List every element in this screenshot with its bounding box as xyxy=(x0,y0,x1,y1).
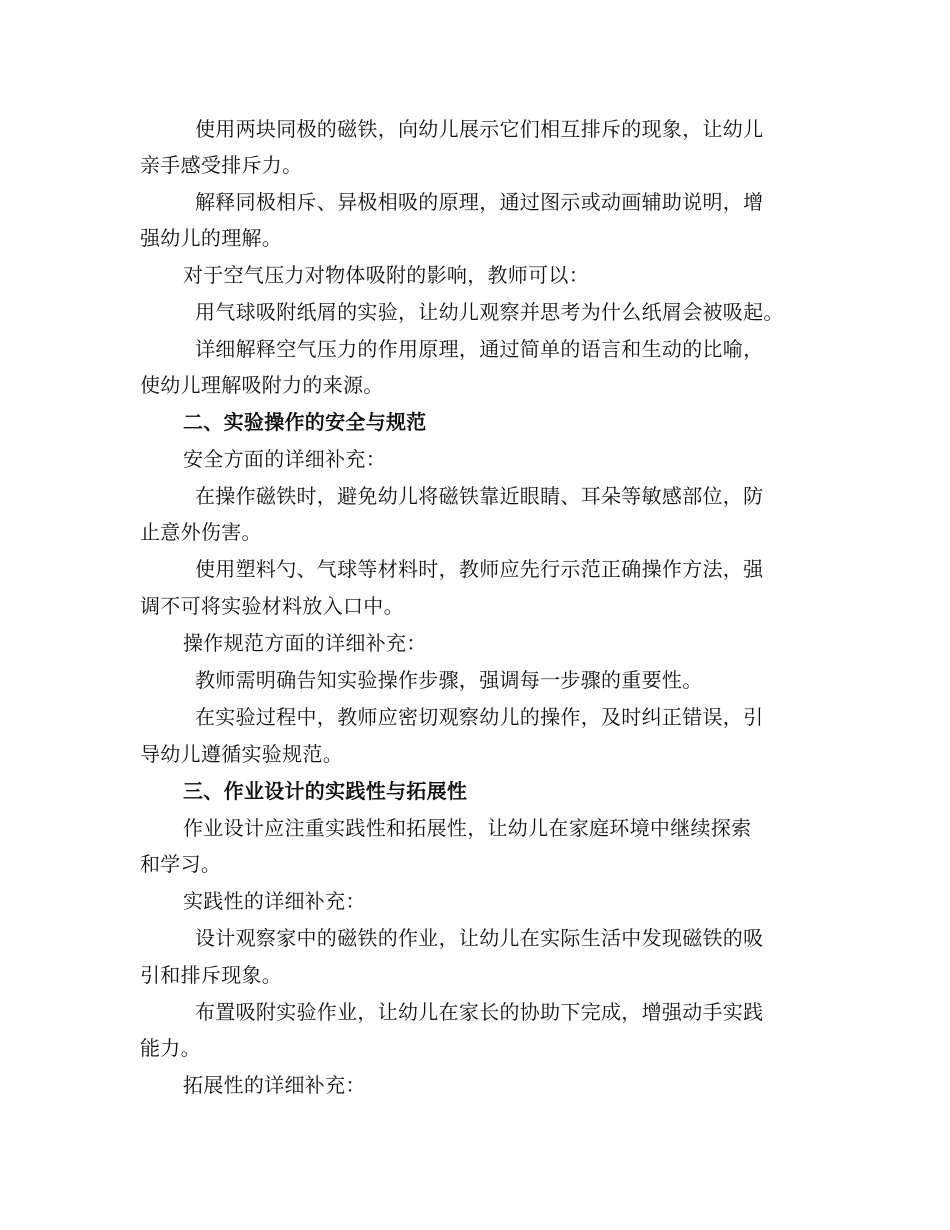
paragraph-line: 解释同极相斥、异极相吸的原理，通过图示或动画辅助说明，增 xyxy=(195,190,764,214)
paragraph-line: 使用塑料勺、气球等材料时，教师应先行示范正确操作方法，强 xyxy=(195,557,764,581)
paragraph-line: 设计观察家中的磁铁的作业，让幼儿在实际生活中发现磁铁的吸 xyxy=(195,926,764,950)
paragraph-line: 操作规范方面的详细补充： xyxy=(183,631,427,655)
paragraph-line: 布置吸附实验作业，让幼儿在家长的协助下完成，增强动手实践 xyxy=(195,1000,764,1024)
paragraph-line: 导幼儿遵循实验规范。 xyxy=(140,742,343,766)
section-heading: 三、作业设计的实践性与拓展性 xyxy=(183,779,468,803)
section-heading: 二、实验操作的安全与规范 xyxy=(183,410,427,434)
paragraph-line: 能力。 xyxy=(140,1036,201,1060)
paragraph-line: 引和排斥现象。 xyxy=(140,963,283,987)
paragraph-line: 拓展性的详细补充： xyxy=(183,1073,366,1097)
paragraph-line: 调不可将实验材料放入口中。 xyxy=(140,594,404,618)
paragraph-line: 教师需明确告知实验操作步骤，强调每一步骤的重要性。 xyxy=(195,668,703,692)
paragraph-line: 强幼儿的理解。 xyxy=(140,226,283,250)
paragraph-line: 亲手感受排斥力。 xyxy=(140,153,303,177)
paragraph-line: 安全方面的详细补充： xyxy=(183,447,386,471)
paragraph-line: 使幼儿理解吸附力的来源。 xyxy=(140,373,384,397)
paragraph-line: 在操作磁铁时，避免幼儿将磁铁靠近眼睛、耳朵等敏感部位，防 xyxy=(195,484,764,508)
paragraph-line: 对于空气压力对物体吸附的影响，教师可以： xyxy=(183,263,589,287)
paragraph-line: 和学习。 xyxy=(140,852,222,876)
paragraph-line: 作业设计应注重实践性和拓展性，让幼儿在家庭环境中继续探索 xyxy=(183,816,752,840)
paragraph-line: 实践性的详细补充： xyxy=(183,889,366,913)
paragraph-line: 在实验过程中，教师应密切观察幼儿的操作，及时纠正错误，引 xyxy=(195,705,764,729)
paragraph-line: 详细解释空气压力的作用原理，通过简单的语言和生动的比喻， xyxy=(195,337,764,361)
paragraph-line: 用气球吸附纸屑的实验，让幼儿观察并思考为什么纸屑会被吸起。 xyxy=(195,300,784,324)
paragraph-line: 使用两块同极的磁铁，向幼儿展示它们相互排斥的现象，让幼儿 xyxy=(195,117,764,141)
paragraph-line: 止意外伤害。 xyxy=(140,520,262,544)
